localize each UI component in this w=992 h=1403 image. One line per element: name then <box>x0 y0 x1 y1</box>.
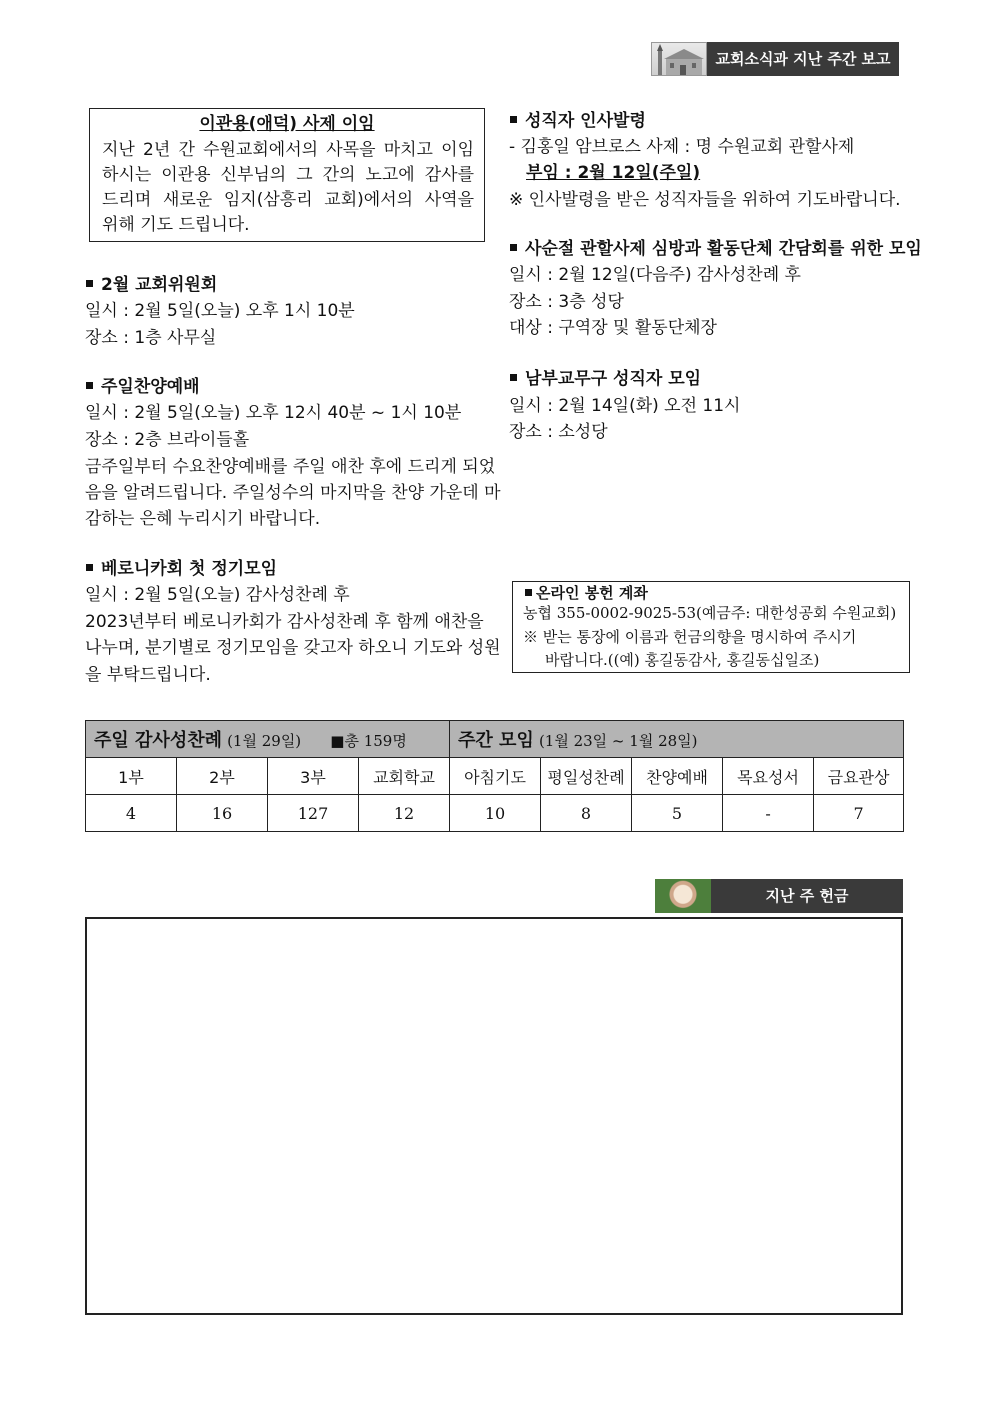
appointment-line: - 김홍일 암브로스 사제 : 명 수원교회 관할사제 <box>509 137 855 157</box>
offering-header-label: 지난 주 헌금 <box>711 879 903 913</box>
weekly-meeting-header: 주간 모임 (1월 23일 ~ 1월 28일) <box>450 721 904 758</box>
council-place: 장소 : 1층 사무실 <box>85 328 217 348</box>
praise-text-line: 감하는 은혜 누리시기 바랍니다. <box>85 509 321 529</box>
square-bullet-icon <box>510 244 517 251</box>
lent-place: 장소 : 3층 성당 <box>509 292 624 312</box>
square-bullet-icon <box>86 280 93 287</box>
section-header-badge <box>651 42 899 76</box>
veronica-date: 일시 : 2월 5일(오늘) 감사성찬례 후 <box>85 585 350 605</box>
table-cell: 4 <box>86 795 177 832</box>
table-cell: 7 <box>814 795 904 832</box>
sunday-eucharist-header: 주일 감사성찬례 (1월 29일) ■총 159명 <box>86 721 450 758</box>
table-cell: 5 <box>632 795 723 832</box>
attendance-table <box>85 720 904 832</box>
table-cell: 목요성서 <box>723 758 814 795</box>
council-date: 일시 : 2월 5일(오늘) 오후 1시 10분 <box>85 301 355 321</box>
appointment-start-date: 부임 : 2월 12일(주일) <box>526 163 701 183</box>
farewell-title: 이관용(애덕) 사제 이임 <box>199 114 375 134</box>
offering-box <box>85 917 903 1315</box>
square-bullet-icon <box>86 564 93 571</box>
praise-heading: 주일찬양예배 <box>84 374 200 400</box>
table-cell: 찬양예배 <box>632 758 723 795</box>
praise-text-line: 음을 알려드립니다. 주일성수의 마지막을 찬양 가운데 마 <box>85 483 501 503</box>
square-bullet-icon <box>86 382 93 389</box>
online-note: 바랍니다.((예) 홍길동감사, 홍길동십일조) <box>545 651 820 669</box>
farewell-line: 드리며 새로운 임지(삼흥리 교회)에서의 사역을 <box>102 190 474 210</box>
church-building-icon <box>651 42 707 76</box>
praise-date: 일시 : 2월 5일(오늘) 오후 12시 40분 ~ 1시 10분 <box>85 403 462 423</box>
table-cell: 1부 <box>86 758 177 795</box>
south-date: 일시 : 2월 14일(화) 오전 11시 <box>509 396 741 416</box>
table-cell: - <box>723 795 814 832</box>
table-cell: 12 <box>359 795 450 832</box>
south-deanery-heading: 남부교무구 성직자 모임 <box>508 366 701 392</box>
lent-target: 대상 : 구역장 및 활동단체장 <box>509 318 717 338</box>
square-bullet-icon <box>510 116 517 123</box>
table-cell: 금요관상 <box>814 758 904 795</box>
online-note: ※ 받는 통장에 이름과 헌금의향을 명시하여 주시기 <box>523 628 857 646</box>
south-place: 장소 : 소성당 <box>509 422 608 442</box>
square-bullet-icon <box>525 589 532 596</box>
farewell-line: 하시는 이관용 신부님의 그 간의 노고에 감사를 <box>102 165 474 185</box>
farewell-line: 지난 2년 간 수원교회에서의 사목을 마치고 이임 <box>102 140 474 160</box>
lent-meeting-heading: 사순절 관할사제 심방과 활동단체 간담회를 위한 모임 <box>508 236 922 262</box>
table-cell: 평일성찬례 <box>541 758 632 795</box>
section-header-label: 교회소식과 지난 주간 보고 <box>707 42 899 76</box>
online-account: 농협 355-0002-9025-53(예금주: 대한성공회 수원교회) <box>523 604 897 622</box>
table-cell: 10 <box>450 795 541 832</box>
veronica-text-line: 을 부탁드립니다. <box>85 665 211 685</box>
appointment-prayer-note: ※ 인사발령을 받은 성직자들을 위하여 기도바랍니다. <box>509 190 901 210</box>
veronica-heading: 베로니카회 첫 정기모임 <box>84 556 277 582</box>
table-cell: 3부 <box>268 758 359 795</box>
farewell-notice-box <box>89 108 485 242</box>
veronica-text-line: 2023년부터 베로니카회가 감사성찬례 후 함께 애찬을 <box>85 612 484 632</box>
hands-with-heart-icon <box>655 879 711 913</box>
farewell-line: 위해 기도 드립니다. <box>102 215 250 235</box>
attendance-label-row <box>86 758 904 795</box>
square-bullet-icon <box>510 374 517 381</box>
praise-text-line: 금주일부터 수요찬양예배를 주일 애찬 후에 드리게 되었 <box>85 457 496 477</box>
veronica-text-line: 나누며, 분기별로 정기모임을 갖고자 하오니 기도와 성원 <box>85 638 501 658</box>
online-giving-box <box>512 581 910 673</box>
appointment-heading: 성직자 인사발령 <box>508 108 646 134</box>
table-cell: 16 <box>177 795 268 832</box>
attendance-value-row <box>86 795 904 832</box>
table-cell: 교회학교 <box>359 758 450 795</box>
attendance-header-row <box>86 721 904 758</box>
table-cell: 8 <box>541 795 632 832</box>
table-cell: 127 <box>268 795 359 832</box>
council-heading: 2월 교회위원회 <box>84 272 217 298</box>
lent-date: 일시 : 2월 12일(다음주) 감사성찬례 후 <box>509 265 801 285</box>
online-giving-heading: 온라인 봉헌 계좌 <box>523 580 648 606</box>
table-cell: 2부 <box>177 758 268 795</box>
offering-header-badge <box>655 879 903 913</box>
table-cell: 아침기도 <box>450 758 541 795</box>
praise-place: 장소 : 2층 브라이들홀 <box>85 430 250 450</box>
